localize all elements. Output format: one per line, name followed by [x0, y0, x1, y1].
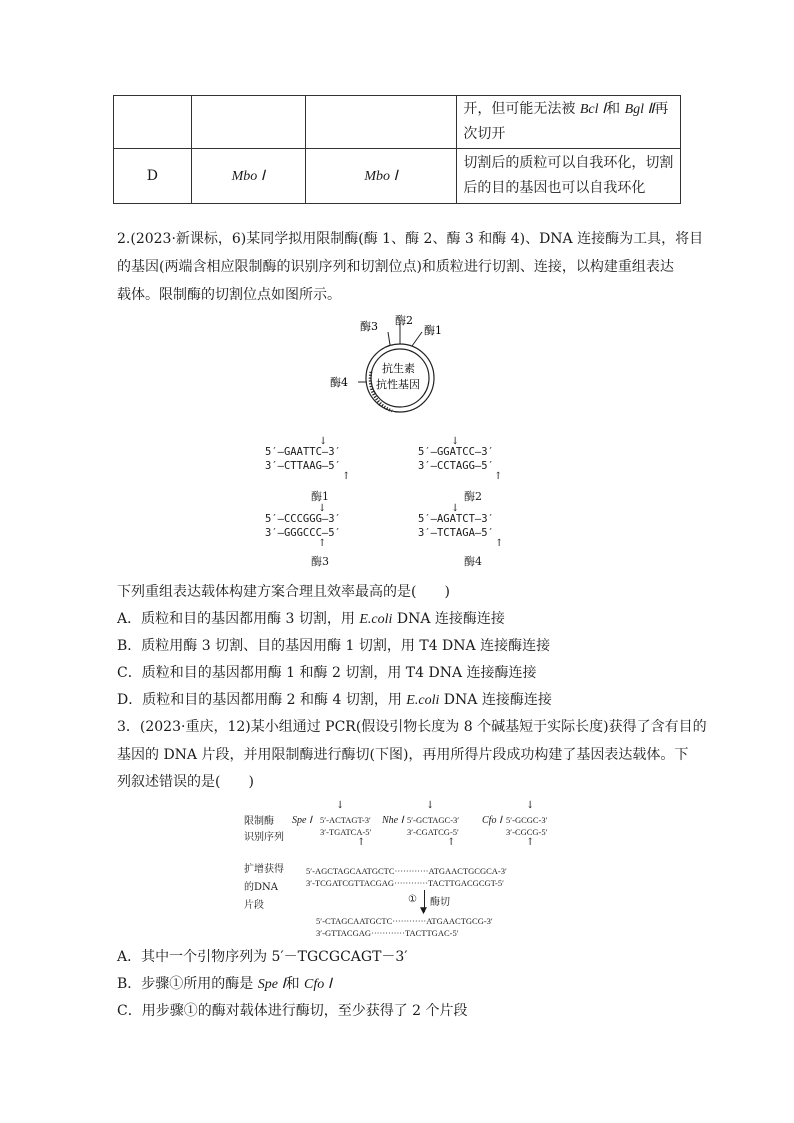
site-name: 酶1	[311, 490, 329, 503]
cell-text: 开，但可能无法被	[463, 101, 580, 117]
site-enzyme-1	[265, 436, 385, 506]
site-name: 酶4	[464, 555, 482, 568]
table-row	[114, 96, 681, 149]
gene-label: 抗性基因	[376, 378, 420, 391]
site-name: 酶3	[311, 555, 329, 568]
enzyme-name: Bgl Ⅱ	[624, 102, 655, 117]
option-text: B．步骤①所用的酶是	[117, 976, 258, 992]
cut-fragment-top: 5′-CTAGCAATGCTC············ATGAACTGCG-3′	[316, 916, 493, 926]
cell-text: 再	[654, 101, 669, 117]
cell-text: 切割后的质粒可以自我环化，切割	[463, 155, 674, 171]
cell-text: 和	[606, 101, 625, 117]
cut-arrow-icon: ↓	[336, 800, 345, 811]
enzyme-3-label: 酶3	[360, 320, 378, 333]
option-c[interactable]: C．用步骤①的酶对载体进行酶切，至少获得了 2 个片段	[117, 1003, 468, 1019]
option-b[interactable]: B．质粒用酶 3 切割、目的基因用酶 1 切割，用 T4 DNA 连接酶连接	[117, 638, 551, 654]
organism-name: E.coli	[359, 612, 393, 627]
pcr-figure	[244, 800, 564, 940]
cut-arrow-icon: ↑	[526, 837, 535, 848]
option-text: A．质粒和目的基因都用酶 3 切割，用	[117, 611, 360, 627]
enzyme-name: Spe Ⅰ	[257, 977, 286, 992]
site-enzyme-4	[418, 503, 538, 573]
enzyme-name: Bcl Ⅰ	[579, 102, 607, 117]
cut-arrow-icon: ↓	[526, 800, 535, 811]
step-marker: ①	[408, 894, 417, 905]
cell-text: 次切开	[463, 126, 506, 142]
sequence-top: 5′-GCGC-3′	[506, 815, 548, 825]
site-enzyme-2	[418, 436, 538, 506]
cut-arrow-icon: ↓	[451, 436, 460, 447]
cut-arrow-icon: ↓	[318, 503, 327, 514]
cut-fragment-bottom: 3′-GTTACGAG············TACTTGAC-5′	[316, 928, 459, 938]
cut-arrow-icon: ↑	[318, 538, 327, 549]
figure-label: 的DNA	[244, 882, 278, 893]
figure-label: 片段	[244, 900, 264, 911]
option-text: D．质粒和目的基因都用酶 2 和酶 4 切割，用	[117, 692, 407, 708]
sequence-top: 5′—GAATTC—3′	[265, 446, 341, 458]
arrow-down-icon: ▼	[420, 906, 427, 916]
enzyme-name: Spe Ⅰ	[292, 815, 312, 826]
fragment-top-strand: 5′-AGCTAGCAATGCTC············ATGAACTGCGCA-3′	[306, 866, 507, 876]
table-cell	[457, 149, 681, 204]
sequence-top: 5′-ACTAGT-3′	[320, 815, 371, 825]
option-c[interactable]: C．质粒和目的基因都用酶 1 和酶 2 切割，用 T4 DNA 连接酶连接	[117, 665, 537, 681]
q3-stem-line: 列叙述错误的是( )	[117, 774, 254, 790]
cell-text: 后的目的基因也可以自我环化	[463, 180, 646, 196]
cut-arrow-icon: ↓	[319, 436, 328, 447]
enzyme-name: Cfo Ⅰ	[482, 815, 502, 826]
table-cell: Mbo Ⅰ	[191, 149, 305, 204]
sequence-bottom: 3′—CCTAGG—5′	[418, 460, 494, 472]
table-cell	[114, 96, 192, 149]
q3-stem-line: 基因的 DNA 片段，并用限制酶进行酶切(下图)，再用所得片段成功构建了基因表达载体。下	[117, 747, 689, 763]
cut-arrow-icon: ↓	[426, 800, 435, 811]
sequence-top: 5′-GCTAGC-3′	[407, 815, 460, 825]
table-row	[114, 149, 681, 204]
fragment-bottom-strand: 3′-TCGATCGTTACGAG············TACTTGACGCGT-5′	[306, 878, 504, 888]
plasmid-diagram	[330, 310, 470, 420]
sequence-bottom: 3′-CGCG-5′	[506, 827, 548, 837]
q2-stem-line: 载体。限制酶的切割位点如图所示。	[117, 287, 341, 303]
figure-label: 识别序列	[244, 832, 284, 843]
sequence-top: 5′—AGATCT—3′	[418, 513, 494, 525]
organism-name: E.coli	[406, 693, 440, 708]
table-cell	[305, 96, 457, 149]
sequence-bottom: 3′-CGATCG-5′	[407, 827, 459, 837]
sequence-bottom: 3′—CTTAAG—5′	[265, 460, 341, 472]
gene-label: 抗生素	[382, 362, 415, 375]
sequence-bottom: 3′—GGGCCC—5′	[265, 527, 341, 539]
sequence-bottom: 3′—TCTAGA—5′	[418, 527, 494, 539]
cut-arrow-icon: ↓	[451, 503, 460, 514]
cut-arrow-icon: ↑	[495, 538, 504, 549]
table-cell: Mbo Ⅰ	[305, 149, 457, 204]
q2-question: 下列重组表达载体构建方案合理且效率最高的是( )	[117, 584, 450, 600]
table-cell	[457, 96, 681, 149]
figure-label: 扩增获得	[244, 864, 284, 875]
option-text: DNA 连接酶连接	[439, 692, 552, 708]
site-enzyme-3	[265, 503, 385, 573]
option-b[interactable]	[117, 974, 332, 995]
table-cell	[191, 96, 305, 149]
option-text: DNA 连接酶连接	[392, 611, 505, 627]
option-d[interactable]	[117, 690, 552, 711]
cut-arrow-icon: ↑	[494, 471, 503, 482]
enzyme-1-label: 酶1	[424, 324, 442, 337]
option-text: 和	[285, 976, 305, 992]
enzyme-name: Cfo Ⅰ	[304, 977, 332, 992]
sequence-top: 5′—CCCGGG—3′	[265, 513, 341, 525]
q2-stem-line: 2.(2023·新课标，6)某同学拟用限制酶(酶 1、酶 2、酶 3 和酶 4)、DNA 连接酶为工具，将目	[117, 231, 704, 247]
option-a[interactable]	[117, 609, 505, 630]
enzyme-4-label: 酶4	[330, 376, 348, 389]
q2-stem-line: 的基因(两端含相应限制酶的识别序列和切割位点)和质粒进行切割、连接，以构建重组表达	[117, 259, 674, 275]
enzyme-2-label: 酶2	[395, 314, 413, 327]
site-name: 酶2	[464, 490, 482, 503]
comparison-table	[113, 95, 681, 204]
sequence-top: 5′—GGATCC—3′	[418, 446, 494, 458]
enzyme-name: Nhe Ⅰ	[382, 815, 404, 826]
sequence-bottom: 3′-TGATCA-5′	[320, 827, 372, 837]
figure-label: 限制酶	[244, 816, 274, 827]
cut-arrow-icon: ↑	[447, 837, 456, 848]
table-cell: D	[114, 149, 192, 204]
option-a[interactable]: A．其中一个引物序列为 5′－TGCGCAGT－3′	[117, 949, 408, 965]
q3-stem-line: 3．(2023·重庆，12)某小组通过 PCR(假设引物长度为 8 个碱基短于实际长度)获得了含有目的	[117, 719, 707, 735]
step-label: 酶切	[430, 897, 450, 908]
cut-arrow-icon: ↑	[357, 837, 366, 848]
cut-arrow-icon: ↑	[342, 471, 351, 482]
